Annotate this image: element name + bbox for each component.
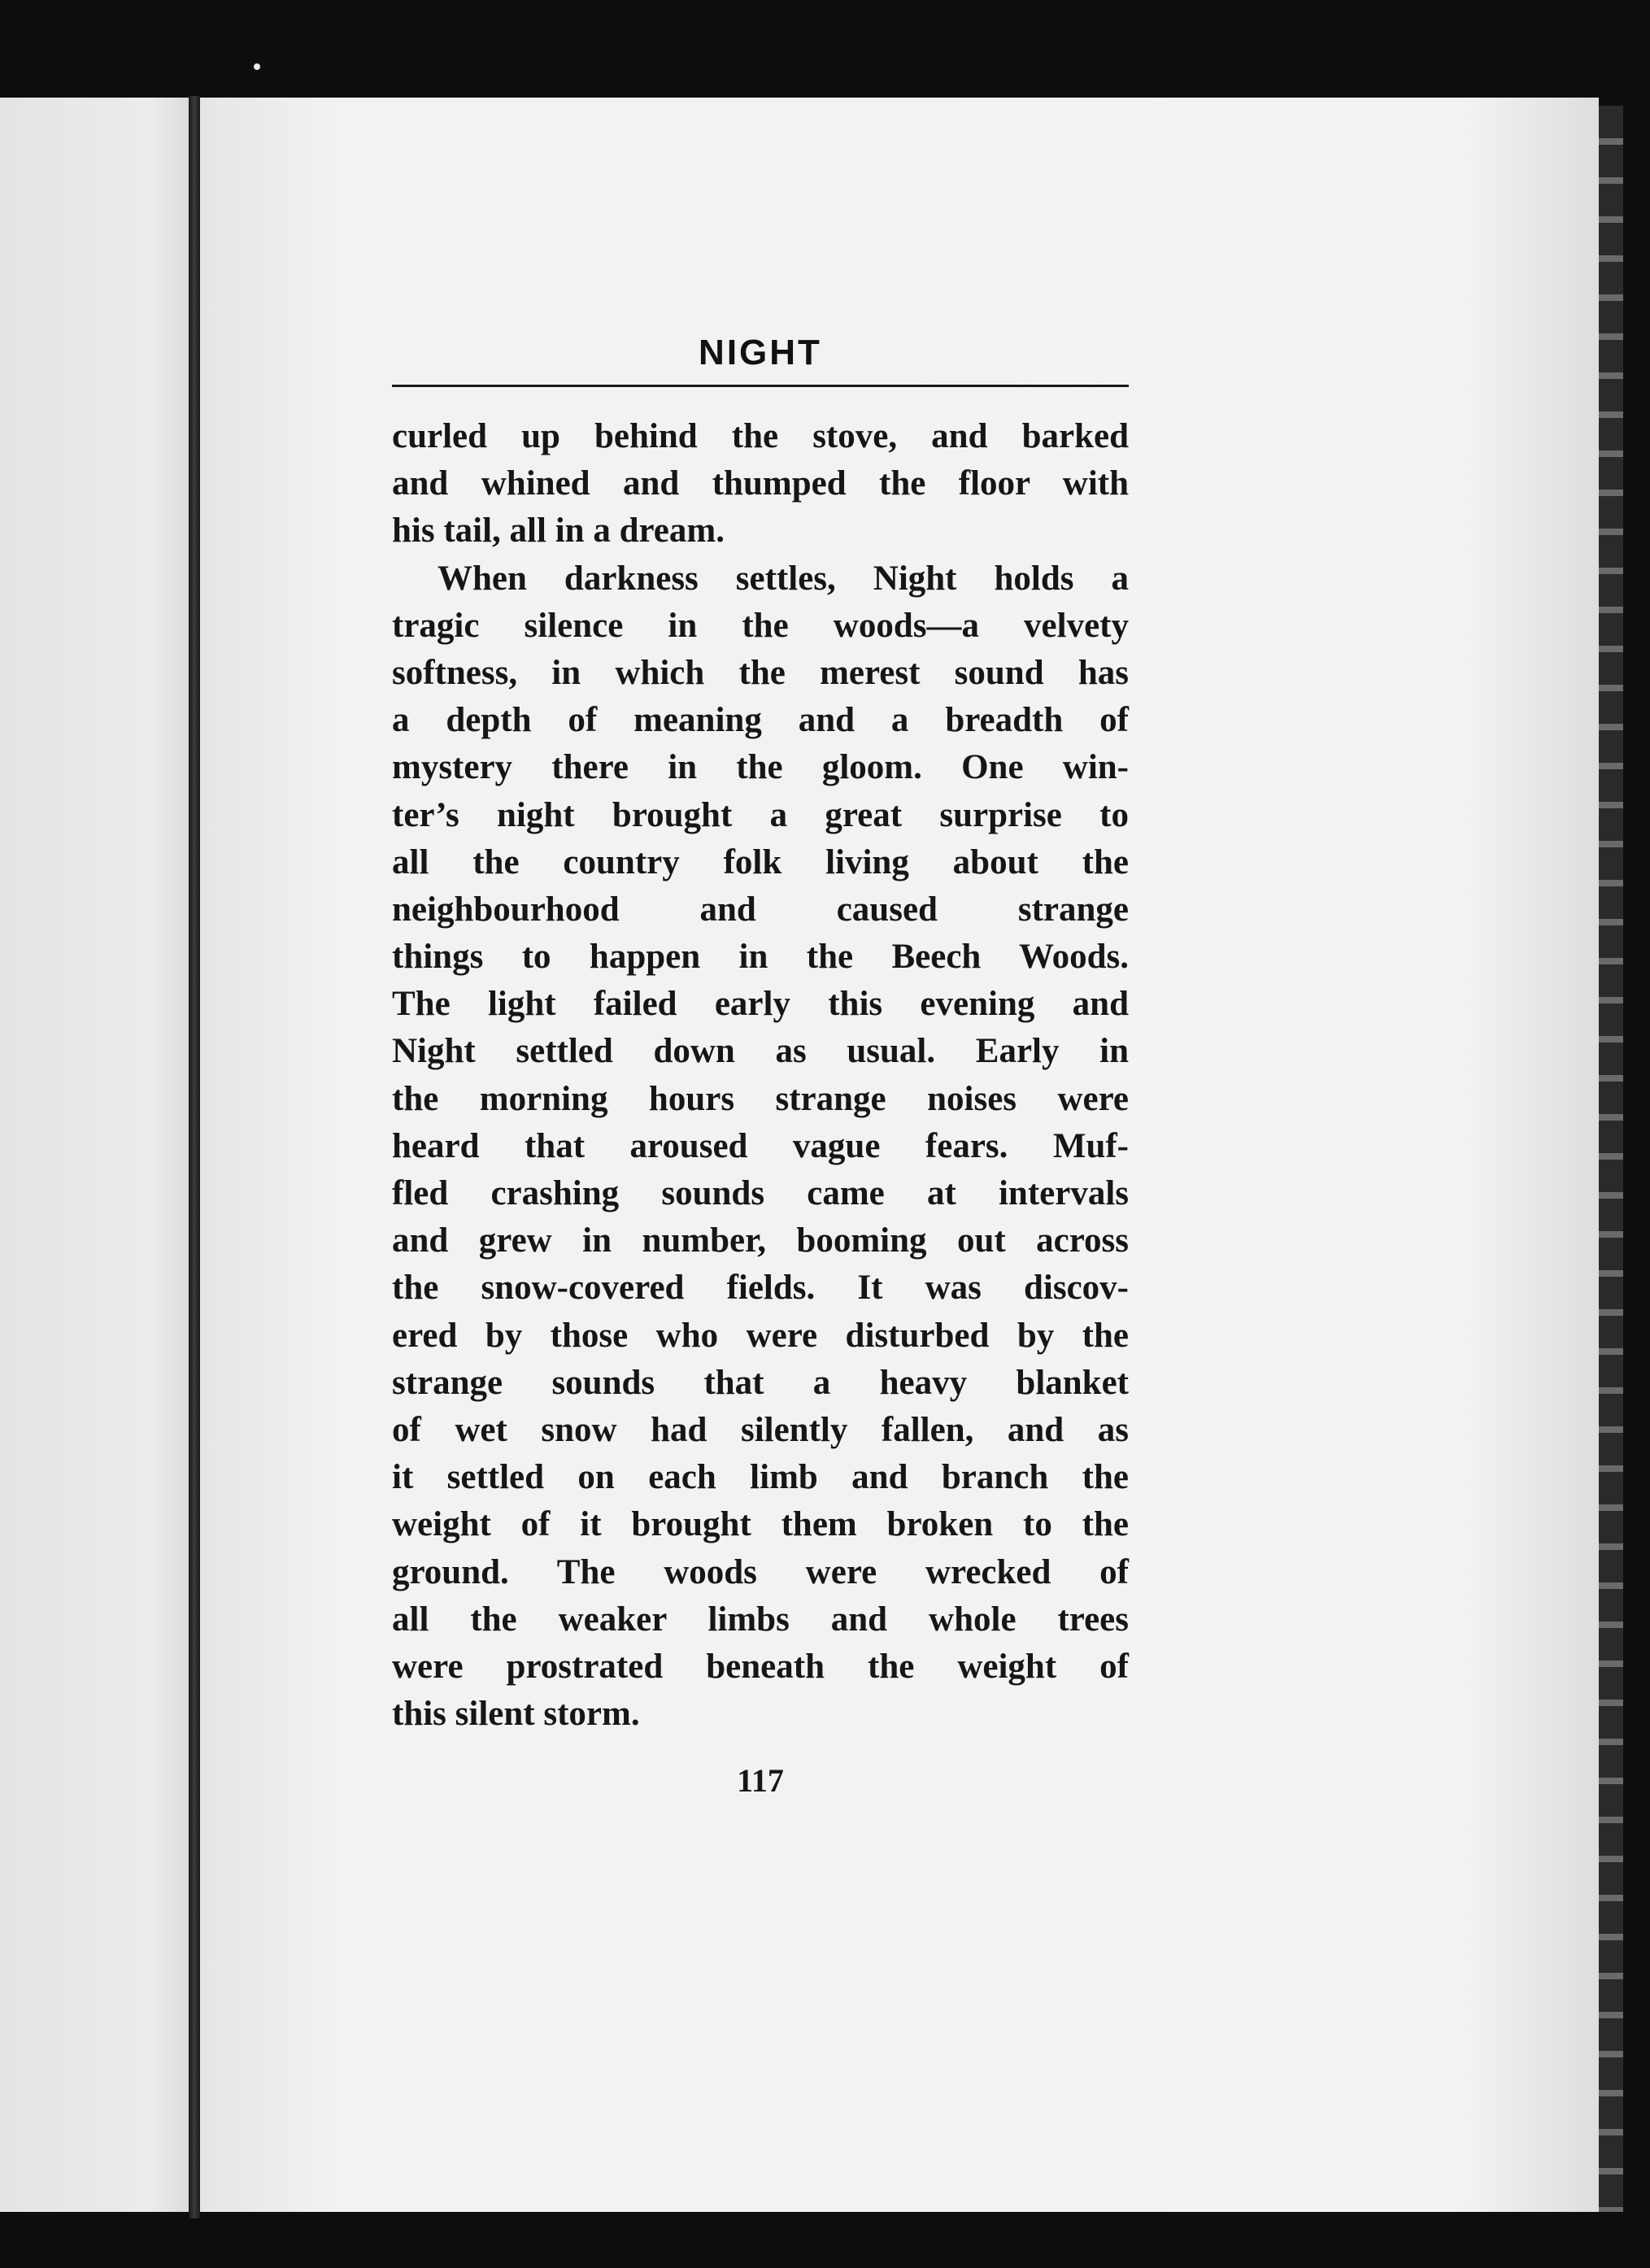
text-line: all the weaker limbs and whole trees xyxy=(392,1600,1129,1639)
text-line: fled crashing sounds came at intervals xyxy=(392,1174,1129,1212)
text-line: the morning hours strange noises were xyxy=(392,1079,1129,1118)
running-head: NIGHT xyxy=(699,333,822,372)
text-line: of wet snow had silently fallen, and as xyxy=(392,1410,1129,1449)
text-line: softness, in which the merest sound has xyxy=(392,653,1129,692)
text-line: things to happen in the Beech Woods. xyxy=(392,938,1129,977)
left-page xyxy=(0,98,189,2212)
scan-artifact-dot xyxy=(254,63,260,70)
page-edge xyxy=(1599,106,1623,2212)
text-line: tragic silence in the woods—a velvety xyxy=(392,606,1129,645)
text-line: When darkness settles, Night holds a xyxy=(438,559,1129,598)
text-line: mystery there in the gloom. One win- xyxy=(392,748,1129,787)
text-line: heard that aroused vague fears. Muf- xyxy=(392,1126,1129,1165)
text-line: and grew in number, booming out across xyxy=(392,1221,1129,1260)
text-line: weight of it brought them broken to the xyxy=(392,1505,1129,1544)
text-line: neighbourhood and caused strange xyxy=(392,890,1129,929)
text-line: a depth of meaning and a breadth of xyxy=(392,701,1129,740)
text-line: it settled on each limb and branch the xyxy=(392,1458,1129,1497)
text-line: strange sounds that a heavy blanket xyxy=(392,1363,1129,1402)
text-line: and whined and thumped the floor with xyxy=(392,464,1129,503)
text-line: The light failed early this evening and xyxy=(392,985,1129,1024)
text-line: ered by those who were disturbed by the xyxy=(392,1316,1129,1355)
text-line: ter’s night brought a great surprise to xyxy=(392,795,1129,834)
text-line: Night settled down as usual. Early in xyxy=(392,1032,1129,1071)
page-number: 117 xyxy=(737,1762,784,1799)
text-line: the snow-covered fields. It was discov- xyxy=(392,1269,1129,1308)
text-line: this silent storm. xyxy=(392,1695,640,1734)
text-line: all the country folk living about the xyxy=(392,842,1129,882)
book-spine xyxy=(189,96,200,2218)
text-line: curled up behind the stove, and barked xyxy=(392,417,1129,455)
text-line: ground. The woods were wrecked of xyxy=(392,1552,1129,1591)
body-text xyxy=(392,413,1129,1738)
text-line: his tail, all in a dream. xyxy=(392,511,725,551)
text-line: were prostrated beneath the weight of xyxy=(392,1647,1129,1686)
header-rule xyxy=(392,385,1129,387)
